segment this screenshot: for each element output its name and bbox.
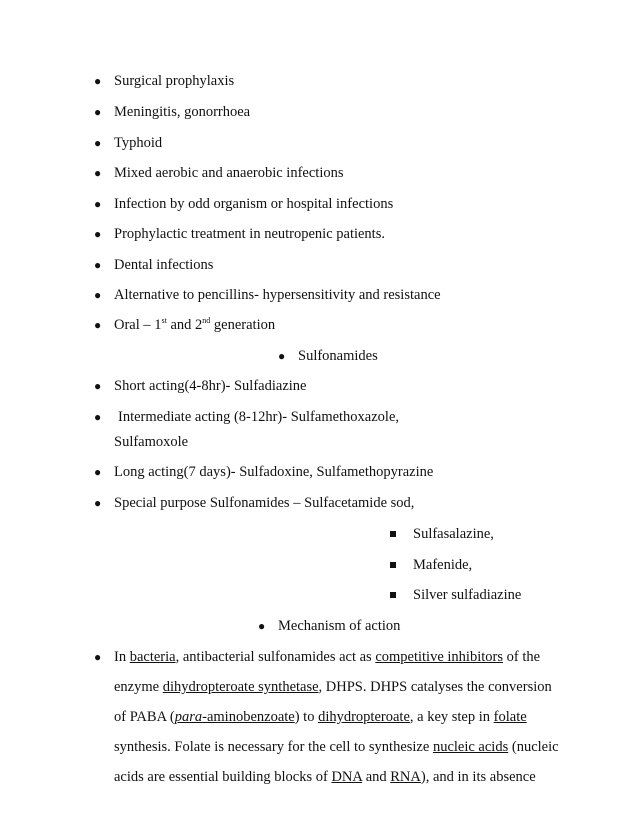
bullet-icon: ● bbox=[94, 136, 102, 150]
list-item: Intermediate acting (8-12hr)- Sulfamethoxazole, bbox=[118, 409, 400, 425]
link-para-aminobenzoate[interactable]: para-aminobenzoate bbox=[174, 709, 295, 725]
link-competitive-inhibitors[interactable]: competitive inhibitors bbox=[375, 649, 503, 665]
mechanism-line-1: In bacteria, antibacterial sulfonamides act as competitive inhibitors of the bbox=[114, 649, 541, 665]
mechanism-line-5: acids are essential building blocks of DNA and RNA), and in its absence bbox=[114, 769, 536, 785]
list-item: Special purpose Sulfonamides – Sulfacetamide sod, bbox=[114, 495, 415, 511]
square-bullet-icon bbox=[390, 531, 396, 537]
link-nucleic-acids[interactable]: nucleic acids bbox=[432, 739, 509, 755]
bullet-icon: ● bbox=[258, 619, 266, 633]
link-bacteria[interactable]: bacteria bbox=[129, 649, 176, 665]
link-dihydropteroate[interactable]: dihydropteroate bbox=[318, 709, 410, 725]
bullet-icon: ● bbox=[94, 379, 102, 393]
bullet-icon: ● bbox=[94, 496, 102, 510]
bullet-icon: ● bbox=[94, 410, 102, 424]
list-item: Alternative to pencillins- hypersensitivity and resistance bbox=[114, 287, 441, 303]
bullet-icon: ● bbox=[94, 650, 102, 664]
bullet-icon: ● bbox=[94, 288, 102, 302]
list-item: Long acting(7 days)- Sulfadoxine, Sulfamethopyrazine bbox=[114, 464, 434, 480]
mechanism-line-4: synthesis. Folate is necessary for the cell to synthesize nucleic acids (nucleic bbox=[114, 739, 559, 755]
list-item-continuation: Sulfamoxole bbox=[114, 434, 189, 450]
mechanism-line-2: enzyme dihydropteroate synthetase, DHPS. DHPS catalyses the conversion bbox=[114, 679, 552, 695]
list-item: Prophylactic treatment in neutropenic patients. bbox=[114, 226, 385, 242]
bullet-icon: ● bbox=[94, 465, 102, 479]
bullet-icon: ● bbox=[94, 105, 102, 119]
link-rna[interactable]: RNA bbox=[390, 769, 421, 785]
list-item: Dental infections bbox=[114, 257, 214, 273]
square-bullet-icon bbox=[390, 592, 396, 598]
list-item: Short acting(4-8hr)- Sulfadiazine bbox=[114, 378, 307, 394]
section-heading-mechanism: Mechanism of action bbox=[278, 618, 401, 634]
bullet-icon: ● bbox=[94, 166, 102, 180]
section-heading-sulfonamides: Sulfonamides bbox=[298, 348, 378, 364]
sub-list-item: Silver sulfadiazine bbox=[413, 587, 522, 603]
list-item: Meningitis, gonorrhoea bbox=[114, 104, 251, 120]
list-item: Mixed aerobic and anaerobic infections bbox=[114, 165, 344, 181]
link-folate[interactable]: folate bbox=[493, 709, 527, 725]
link-dihydropteroate-synthetase[interactable]: dihydropteroate synthetase bbox=[162, 679, 319, 695]
list-item: Surgical prophylaxis bbox=[114, 73, 235, 89]
mechanism-line-3: of PABA (para-aminobenzoate) to dihydropteroate, a key step in folate bbox=[114, 709, 527, 725]
bullet-icon: ● bbox=[94, 227, 102, 241]
link-dna[interactable]: DNA bbox=[331, 769, 363, 785]
bullet-icon: ● bbox=[94, 318, 102, 332]
sub-list-item: Sulfasalazine, bbox=[413, 526, 494, 542]
list-item: Infection by odd organism or hospital infections bbox=[114, 196, 394, 212]
oral-generation: Oral – 1st and 2nd generation bbox=[114, 316, 276, 333]
bullet-icon: ● bbox=[94, 74, 102, 88]
bullet-icon: ● bbox=[94, 258, 102, 272]
bullet-icon: ● bbox=[94, 197, 102, 211]
list-item: Typhoid bbox=[114, 135, 163, 151]
sub-list-item: Mafenide, bbox=[413, 557, 473, 573]
square-bullet-icon bbox=[390, 562, 396, 568]
bullet-icon: ● bbox=[278, 349, 286, 363]
